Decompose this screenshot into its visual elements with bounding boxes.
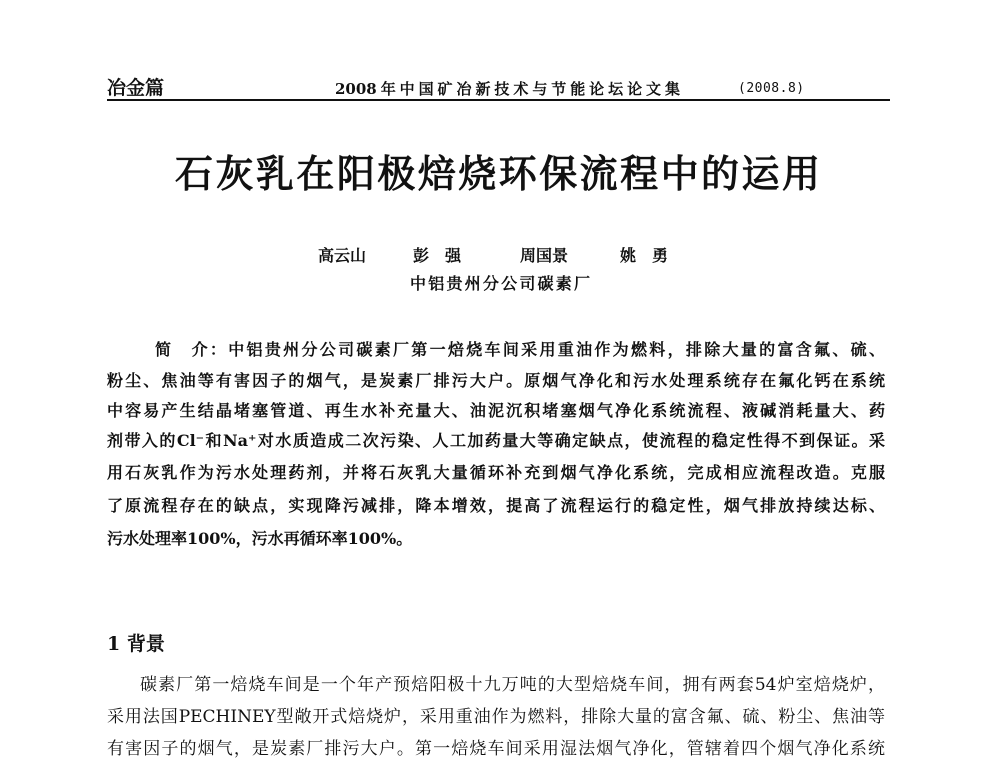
author-affiliation: 中铝贵州分公司碳素厂 [410, 274, 590, 293]
body-line: 碳素厂第一焙烧车间是一个年产预焙阳极十九万吨的大型焙烧车间，拥有两套54炉室焙烧炉， [140, 675, 885, 695]
abstract-label: 简 介： [155, 340, 229, 359]
author-name: 周国景 [520, 246, 569, 265]
section-heading: 1 背景 [107, 633, 165, 655]
body-line: 有害因子的烟气，是炭素厂排污大户。第一焙烧车间采用湿法烟气净化，管辖着四个烟气净化系统 [107, 739, 885, 759]
paper-title: 石灰乳在阳极焙烧环保流程中的运用 [175, 152, 820, 196]
author-name: 高云山 [318, 246, 367, 265]
abstract-line: 了原流程存在的缺点，实现降污减排，降本增效，提高了流程运行的稳定性，烟气排放持续达标、 [107, 496, 885, 515]
body-line: 采用法国PECHINEY型敞开式焙烧炉，采用重油作为燃料，排除大量的富含氟、硫、粉尘、焦油等 [107, 707, 885, 727]
header-rule [107, 99, 890, 101]
header-section-name: 冶金篇 [107, 77, 165, 99]
abstract-line: 中容易产生结晶堵塞管道、再生水补充量大、油泥沉积堵塞烟气净化系统流程、液碱消耗量大、药 [107, 401, 885, 420]
header-collection-title: 2008年中国矿冶新技术与节能论坛论文集 [335, 80, 680, 98]
author-name: 彭 强 [413, 246, 462, 265]
header-date: (2008.8) [738, 81, 805, 96]
abstract-line [155, 340, 885, 360]
abstract-line: 用石灰乳作为污水处理药剂，并将石灰乳大量循环补充到烟气净化系统，完成相应流程改造。克服 [107, 463, 885, 482]
abstract-line-text: 中铝贵州分公司碳素厂第一焙烧车间采用重油作为燃料，排除大量的富含氟、硫、 [228, 340, 885, 359]
abstract-line: 污水处理率100%，污水再循环率100%。 [107, 529, 413, 548]
abstract-line: 剂带入的Cl⁻和Na⁺对水质造成二次污染、人工加药量大等确定缺点，使流程的稳定性得不到保证。采 [107, 431, 885, 450]
abstract-line: 粉尘、焦油等有害因子的烟气，是炭素厂排污大户。原烟气净化和污水处理系统存在氟化钙在系统 [107, 371, 885, 390]
author-name: 姚 勇 [620, 246, 669, 265]
